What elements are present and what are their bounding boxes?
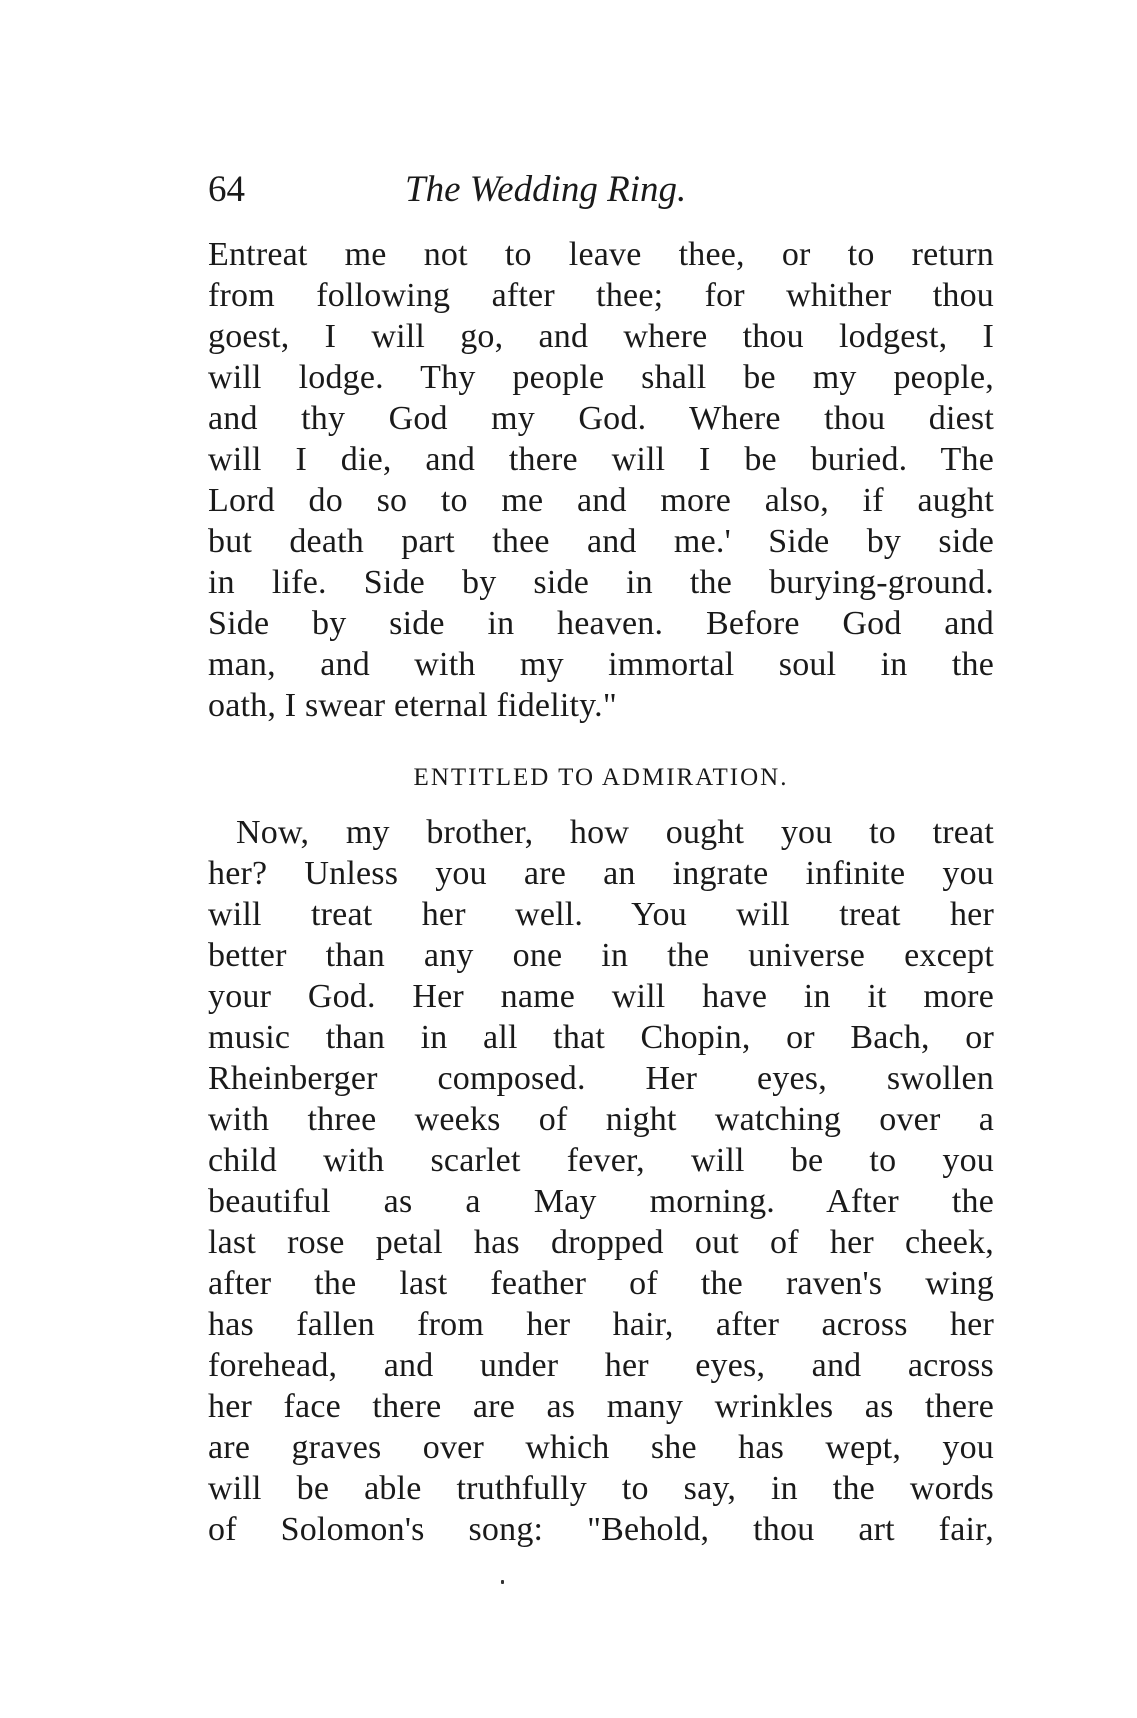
text-line: oath, I swear eternal fidelity." — [208, 687, 617, 724]
text-line: and thy God my God. Where thou diest — [208, 400, 994, 437]
text-line: after the last feather of the raven's wing — [208, 1265, 994, 1302]
paragraph-1 — [208, 234, 994, 726]
text-line: music than in all that Chopin, or Bach, or — [208, 1019, 994, 1056]
text-line: Entreat me not to leave thee, or to return — [208, 236, 994, 273]
text-line: forehead, and under her eyes, and across — [208, 1347, 994, 1384]
text-line: goest, I will go, and where thou lodgest, I — [208, 318, 994, 355]
text-line: will be able truthfully to say, in the words — [208, 1470, 994, 1507]
text-line: with three weeks of night watching over a — [208, 1101, 994, 1138]
text-line: in life. Side by side in the burying-ground. — [208, 564, 994, 601]
running-head — [208, 168, 1008, 218]
text-line: has fallen from her hair, after across her — [208, 1306, 994, 1343]
text-line: will lodge. Thy people shall be my people, — [208, 359, 994, 396]
text-line: are graves over which she has wept, you — [208, 1429, 994, 1466]
section-heading: ENTITLED TO ADMIRATION. — [413, 764, 789, 791]
paragraph-2 — [208, 812, 994, 1550]
page-number: 64 — [208, 169, 245, 210]
text-line: will treat her well. You will treat her — [208, 896, 994, 933]
text-line: Rheinberger composed. Her eyes, swollen — [208, 1060, 994, 1097]
text-line: last rose petal has dropped out of her cheek, — [208, 1224, 994, 1261]
text-line: but death part thee and me.' Side by side — [208, 523, 994, 560]
text-line: from following after thee; for whither thou — [208, 277, 994, 314]
text-line: Now, my brother, how ought you to treat — [236, 814, 994, 851]
text-line: better than any one in the universe except — [208, 937, 994, 974]
text-line: beautiful as a May morning. After the — [208, 1183, 994, 1220]
text-line: her? Unless you are an ingrate infinite you — [208, 855, 994, 892]
text-line: child with scarlet fever, will be to you — [208, 1142, 994, 1179]
text-line: will I die, and there will I be buried. The — [208, 441, 994, 478]
text-line: man, and with my immortal soul in the — [208, 646, 994, 683]
text-line: her face there are as many wrinkles as there — [208, 1388, 994, 1425]
book-title: The Wedding Ring. — [405, 169, 687, 210]
text-line: Side by side in heaven. Before God and — [208, 605, 994, 642]
text-line: of Solomon's song: "Behold, thou art fair, — [208, 1511, 994, 1548]
text-line: your God. Her name will have in it more — [208, 978, 994, 1015]
text-line: Lord do so to me and more also, if aught — [208, 482, 994, 519]
ink-speck — [501, 1580, 504, 1584]
